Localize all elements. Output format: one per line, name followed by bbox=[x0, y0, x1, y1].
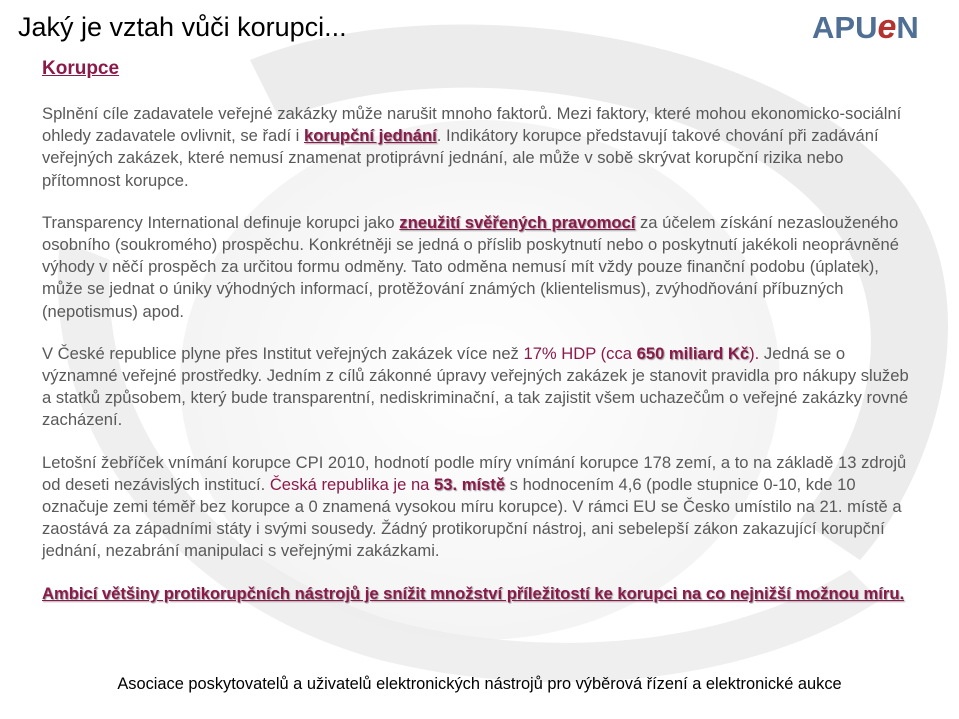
logo-text-left: APU bbox=[812, 10, 878, 45]
p4-text-b: s hodnocením 4,6 (podle stupnice 0-10, kde 10 označuje zemi téměř bez korupce a 0 znamená vysokou míru korupce). V rámci EU se Česko umístilo na 21. místě a zaostává za západními státy i svými sousedy. Žádný protikorupční nástroj, ani sebelepší zákon zakazující korupční jednání, nezabrání manipulaci s veřejnými zakázkami. bbox=[42, 474, 902, 561]
p2-text-a: Transparency International definuje korupci jako bbox=[42, 212, 400, 232]
paragraph-2 bbox=[42, 212, 922, 323]
p3-text-a: V České republice plyne přes Institut veřejných zakázek více než bbox=[42, 343, 524, 363]
apuen-logo bbox=[812, 8, 919, 47]
p4-text-a: Letošní žebříček vnímání korupce CPI 2010, hodnotí podle míry vnímání korupce 178 zemí, a to na základě 13 zdrojů od deseti nezávislých institucí. bbox=[42, 452, 907, 494]
paragraph-3 bbox=[42, 343, 922, 432]
closing-statement: Ambicí většiny protikorupčních nástrojů je snížit množství příležitostí ke korupci na co nejnižší možnou míru. bbox=[42, 583, 905, 603]
p2-text-b: za účelem získání nezaslouženého osobního (soukromého) prospěchu. Konkrétněji se jedná o příslib poskytnutí nebo o poskytnutí jakékoli neoprávněné výhody v něčí prospěch za určitou formu odměny. Tato odměna nemusí mít vždy pouze finanční podobu (úplatek), může se jednat o úniky výhodných informací, protěžování známých (klientelismus), zvýhodňování příbuzných (nepotismus) apod. bbox=[42, 212, 899, 321]
page-title: Jaký je vztah vůči korupci... bbox=[18, 12, 347, 42]
p3-red-a: 17% HDP (cca bbox=[523, 343, 637, 363]
paragraph-1 bbox=[42, 103, 922, 192]
p3-highlight: 650 miliard Kč bbox=[636, 343, 750, 363]
p1-text-a: Splnění cíle zadavatele veřejné zakázky může narušit mnoho faktorů. Mezi faktory, které mohou ekonomicko-sociální ohledy zadavatele ovlivnit, se řadí i bbox=[42, 104, 902, 146]
section-subtitle: Korupce bbox=[42, 58, 120, 79]
p1-text-b: . Indikátory korupce představují takové chování při zadávání veřejných zakázek, které nemusí znamenat protiprávní jednání, ale může v sobě skrývat korupční rizika nebo přítomnost korupce. bbox=[42, 126, 879, 190]
paragraph-4 bbox=[42, 452, 922, 563]
p1-highlight: korupční jednání bbox=[303, 126, 437, 146]
p2-highlight: zneužití svěřených pravomocí bbox=[399, 212, 636, 232]
logo-text-e: e bbox=[877, 8, 897, 46]
main-content bbox=[42, 103, 922, 605]
logo-text-right: N bbox=[896, 10, 919, 45]
p4-highlight: 53. místě bbox=[434, 474, 506, 494]
p3-red-b: ). bbox=[749, 343, 760, 363]
p3-text-b: Jedná se o významné veřejné prostředky. Jedním z cílů zákonné úpravy veřejných zakázek je stanovit pravidla pro nákupy služeb a statků způsobem, který bude transparentní, nediskriminační, a tak zajistit všem uchazečům o veřejné zakázky rovné zacházení. bbox=[42, 343, 909, 430]
p4-red: Česká republika je na bbox=[269, 474, 435, 494]
footer-text: Asociace poskytovatelů a uživatelů elektronických nástrojů pro výběrová řízení a elektronické aukce bbox=[117, 675, 842, 693]
